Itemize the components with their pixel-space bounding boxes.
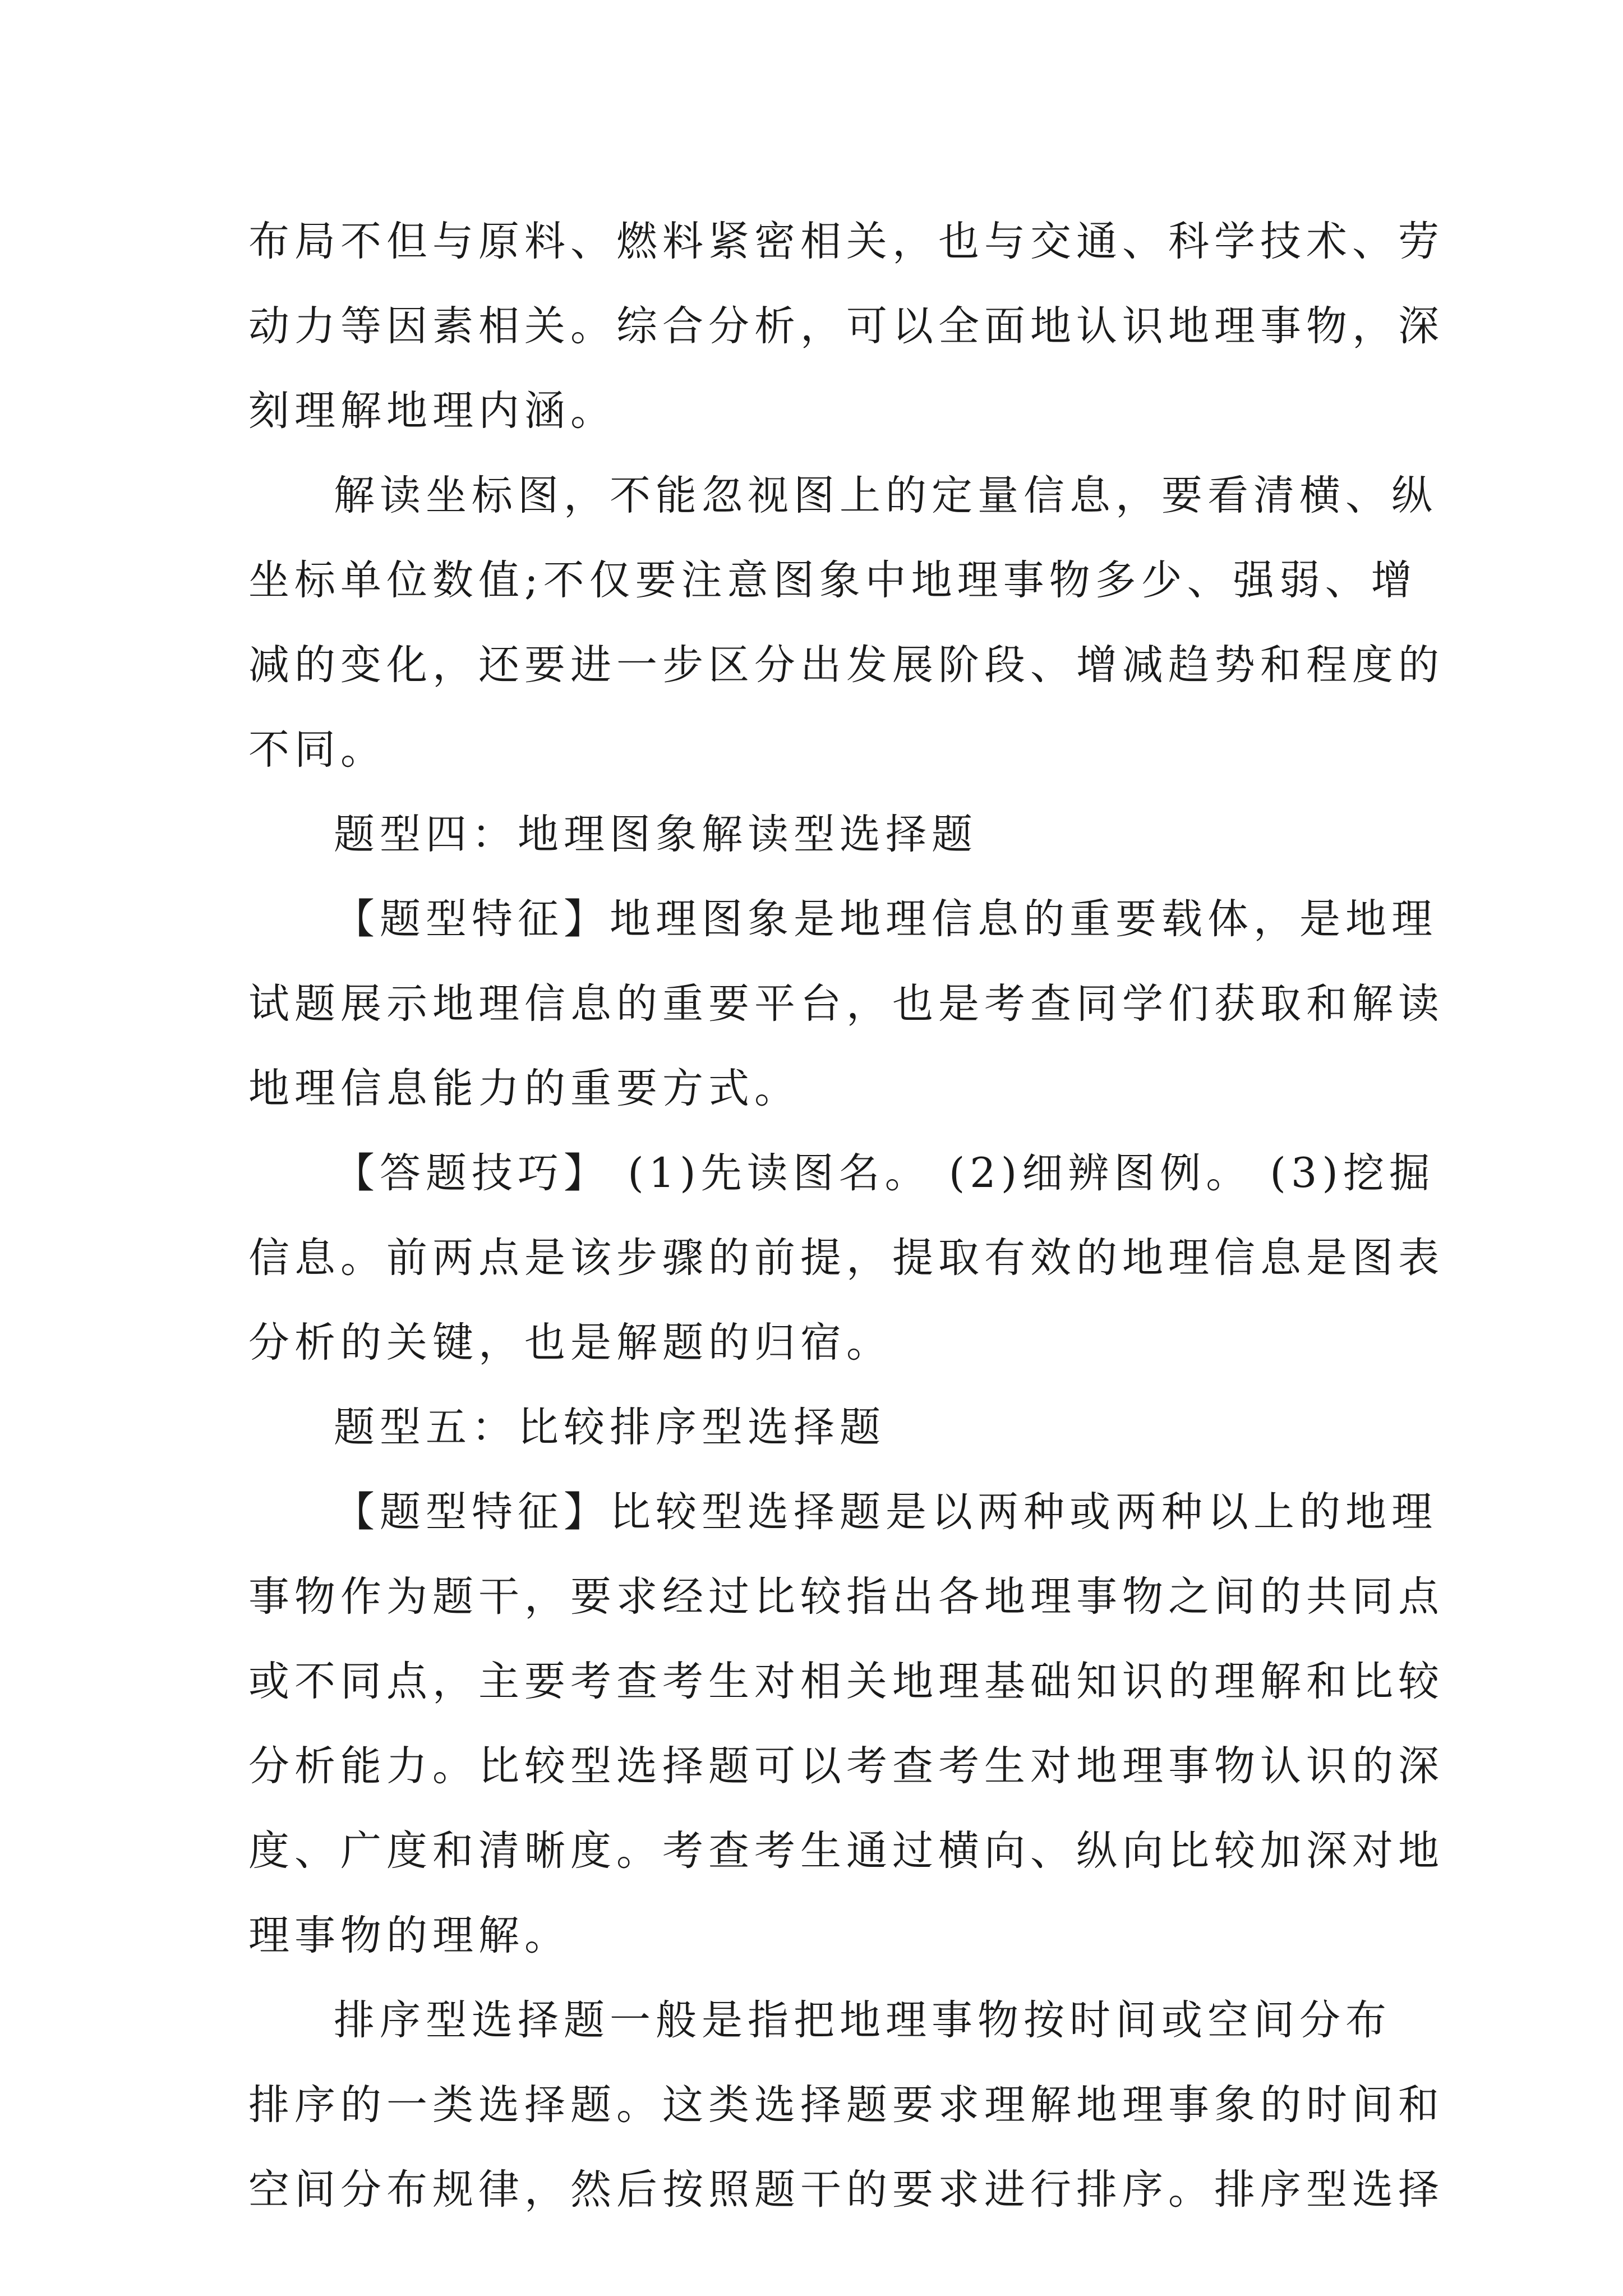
paragraph-start-line: 【题型特征】比较型选择题是以两种或两种以上的地理 <box>334 1488 1437 1536</box>
section-heading: 题型四：地理图象解读型选择题 <box>334 811 978 858</box>
text-line: 分析的关键，也是解题的归宿。 <box>248 1319 892 1366</box>
text-line: 分析能力。比较型选择题可以考查考生对地理事物认识的深 <box>248 1742 1444 1790</box>
text-line: 空间分布规律，然后按照题干的要求进行排序。排序型选择 <box>248 2166 1444 2214</box>
text-line: 动力等因素相关。综合分析，可以全面地认识地理事物，深 <box>248 302 1444 350</box>
paragraph-start-line: 【题型特征】地理图象是地理信息的重要载体，是地理 <box>334 895 1437 943</box>
text-line: 坐标单位数值;不仅要注意图象中地理事物多少、强弱、增 <box>248 556 1417 604</box>
text-line: 不同。 <box>248 726 386 774</box>
text-line: 试题展示地理信息的重要平台，也是考查同学们获取和解读 <box>248 980 1444 1028</box>
text-line: 布局不但与原料、燃料紧密相关，也与交通、科学技术、劳 <box>248 218 1444 265</box>
text-line: 事物作为题干，要求经过比较指出各地理事物之间的共同点 <box>248 1573 1444 1621</box>
text-line: 地理信息能力的重要方式。 <box>248 1065 800 1112</box>
text-line: 减的变化，还要进一步区分出发展阶段、增减趋势和程度的 <box>248 641 1444 689</box>
section-heading: 题型五：比较排序型选择题 <box>334 1404 886 1451</box>
text-line: 理事物的理解。 <box>248 1912 570 1959</box>
paragraph-start-line: 【答题技巧】 (1)先读图名。 (2)细辨图例。 (3)挖掘 <box>334 1149 1435 1197</box>
text-line: 排序的一类选择题。这类选择题要求理解地理事象的时间和 <box>248 2081 1444 2129</box>
paragraph-start-line: 排序型选择题一般是指把地理事物按时间或空间分布 <box>334 1996 1391 2044</box>
body-text <box>248 199 1444 2232</box>
text-line: 信息。前两点是该步骤的前提，提取有效的地理信息是图表 <box>248 1234 1444 1282</box>
text-line: 或不同点，主要考查考生对相关地理基础知识的理解和比较 <box>248 1658 1444 1705</box>
paragraph-start-line: 解读坐标图，不能忽视图上的定量信息，要看清横、纵 <box>334 472 1437 519</box>
text-line: 度、广度和清晰度。考查考生通过横向、纵向比较加深对地 <box>248 1827 1444 1875</box>
text-line: 刻理解地理内涵。 <box>248 387 616 435</box>
